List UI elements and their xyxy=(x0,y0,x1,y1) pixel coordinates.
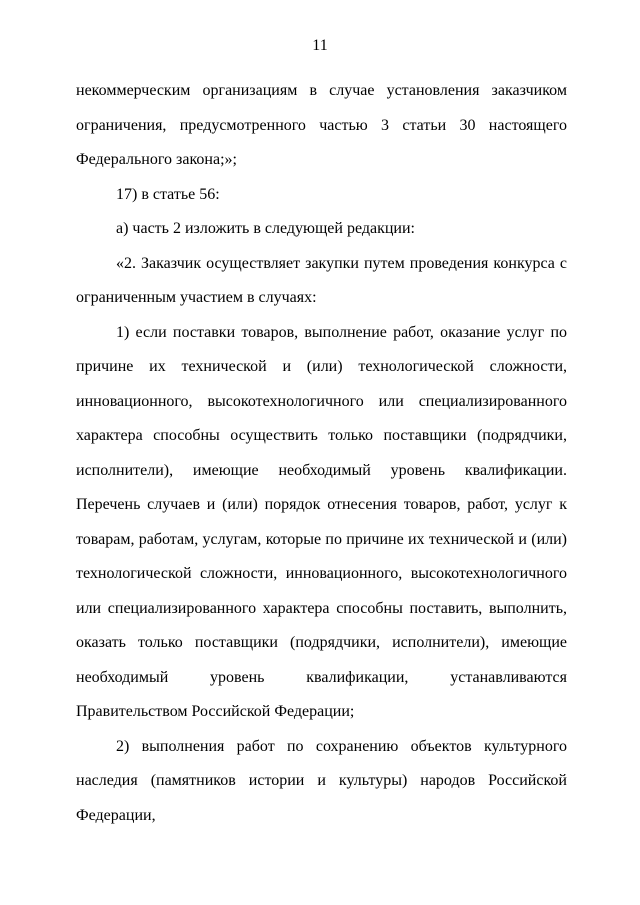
paragraph-item-17: 17) в статье 56: xyxy=(116,185,220,203)
paragraph-subitem-a: а) часть 2 изложить в следующей редакции: xyxy=(116,220,415,237)
document-body xyxy=(76,74,567,833)
page-number: 11 xyxy=(312,37,328,54)
paragraph-continuation: некоммерческим организациям в случае установления заказчиком ограничения, предусмотренного частью 3 статьи 30 настоящего Федерального закона;»; xyxy=(76,82,567,168)
paragraph-case-1: 1) если поставки товаров, выполнение работ, оказание услуг по причине их технической и (или) технологической сложности, инновационного, высокотехнологичного или специализированного характера способны осуществить только поставщики (подрядчики, исполнители), имеющие необходимый уровень квалификации. Перечень случаев и (или) порядок отнесения товаров, работ, услуг к товарам, работам, услугам, которые по причине их технической и (или) технологической сложности, инновационного, высокотехнологичного или специализированного характера способны поставить, выполнить, оказать только поставщики (подрядчики, исполнители), имеющие необходимый уровень квалификации, устанавливаются Правительством Российской Федерации; xyxy=(76,323,567,720)
paragraph-part-2: «2. Заказчик осуществляет закупки путем проведения конкурса с ограниченным участием в случаях: xyxy=(76,254,567,306)
paragraph-case-2: 2) выполнения работ по сохранению объектов культурного наследия (памятников истории и культуры) народов Российской Федерации, xyxy=(76,737,567,824)
